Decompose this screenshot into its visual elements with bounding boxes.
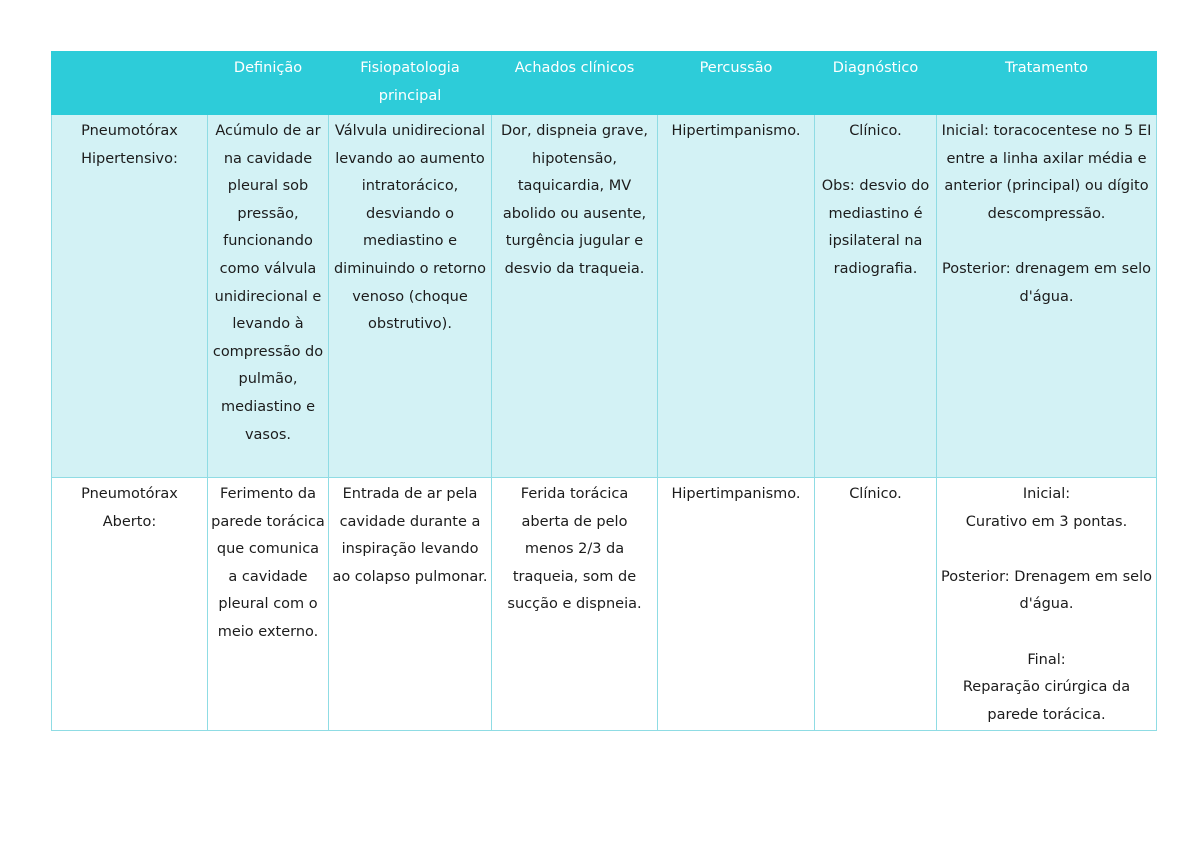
cell-definicao: Ferimento da parede torácica que comunica a cavidade pleural com o meio externo. xyxy=(208,478,329,731)
header-row-label xyxy=(52,52,208,115)
cell-percussao: Hipertimpanismo. xyxy=(658,478,815,731)
header-tratamento: Tratamento xyxy=(937,52,1157,115)
cell-achados-clinicos: Ferida torácica aberta de pelo menos 2/3 da traqueia, som de sucção e dispneia. xyxy=(492,478,658,731)
cell-diagnostico: Clínico. xyxy=(815,478,937,731)
cell-tratamento: Inicial: toracocentese no 5 EI entre a linha axilar média e anterior (principal) ou dígito descompressão. Posterior: drenagem em selo d'água. xyxy=(937,115,1157,478)
pneumothorax-comparison-table xyxy=(51,51,1157,731)
cell-definicao: Acúmulo de ar na cavidade pleural sob pressão, funcionando como válvula unidirecional e levando à compressão do pulmão, mediastino e vasos. xyxy=(208,115,329,478)
cell-diagnostico: Clínico. Obs: desvio do mediastino é ipsilateral na radiografia. xyxy=(815,115,937,478)
header-percussao: Percussão xyxy=(658,52,815,115)
table-row xyxy=(52,115,1157,478)
header-diagnostico: Diagnóstico xyxy=(815,52,937,115)
header-row xyxy=(52,52,1157,115)
cell-fisiopatologia: Entrada de ar pela cavidade durante a inspiração levando ao colapso pulmonar. xyxy=(329,478,492,731)
header-fisiopatologia: Fisiopatologia principal xyxy=(329,52,492,115)
table-row xyxy=(52,478,1157,731)
header-achados-clinicos: Achados clínicos xyxy=(492,52,658,115)
row-label: Pneumotórax Aberto: xyxy=(52,478,208,731)
header-definicao: Definição xyxy=(208,52,329,115)
cell-fisiopatologia: Válvula unidirecional levando ao aumento intratorácico, desviando o mediastino e diminuindo o retorno venoso (choque obstrutivo). xyxy=(329,115,492,478)
row-label: Pneumotórax Hipertensivo: xyxy=(52,115,208,478)
cell-percussao: Hipertimpanismo. xyxy=(658,115,815,478)
cell-achados-clinicos: Dor, dispneia grave, hipotensão, taquicardia, MV abolido ou ausente, turgência jugular e desvio da traqueia. xyxy=(492,115,658,478)
cell-tratamento: Inicial: Curativo em 3 pontas. Posterior: Drenagem em selo d'água. Final: Reparação cirúrgica da parede torácica. xyxy=(937,478,1157,731)
